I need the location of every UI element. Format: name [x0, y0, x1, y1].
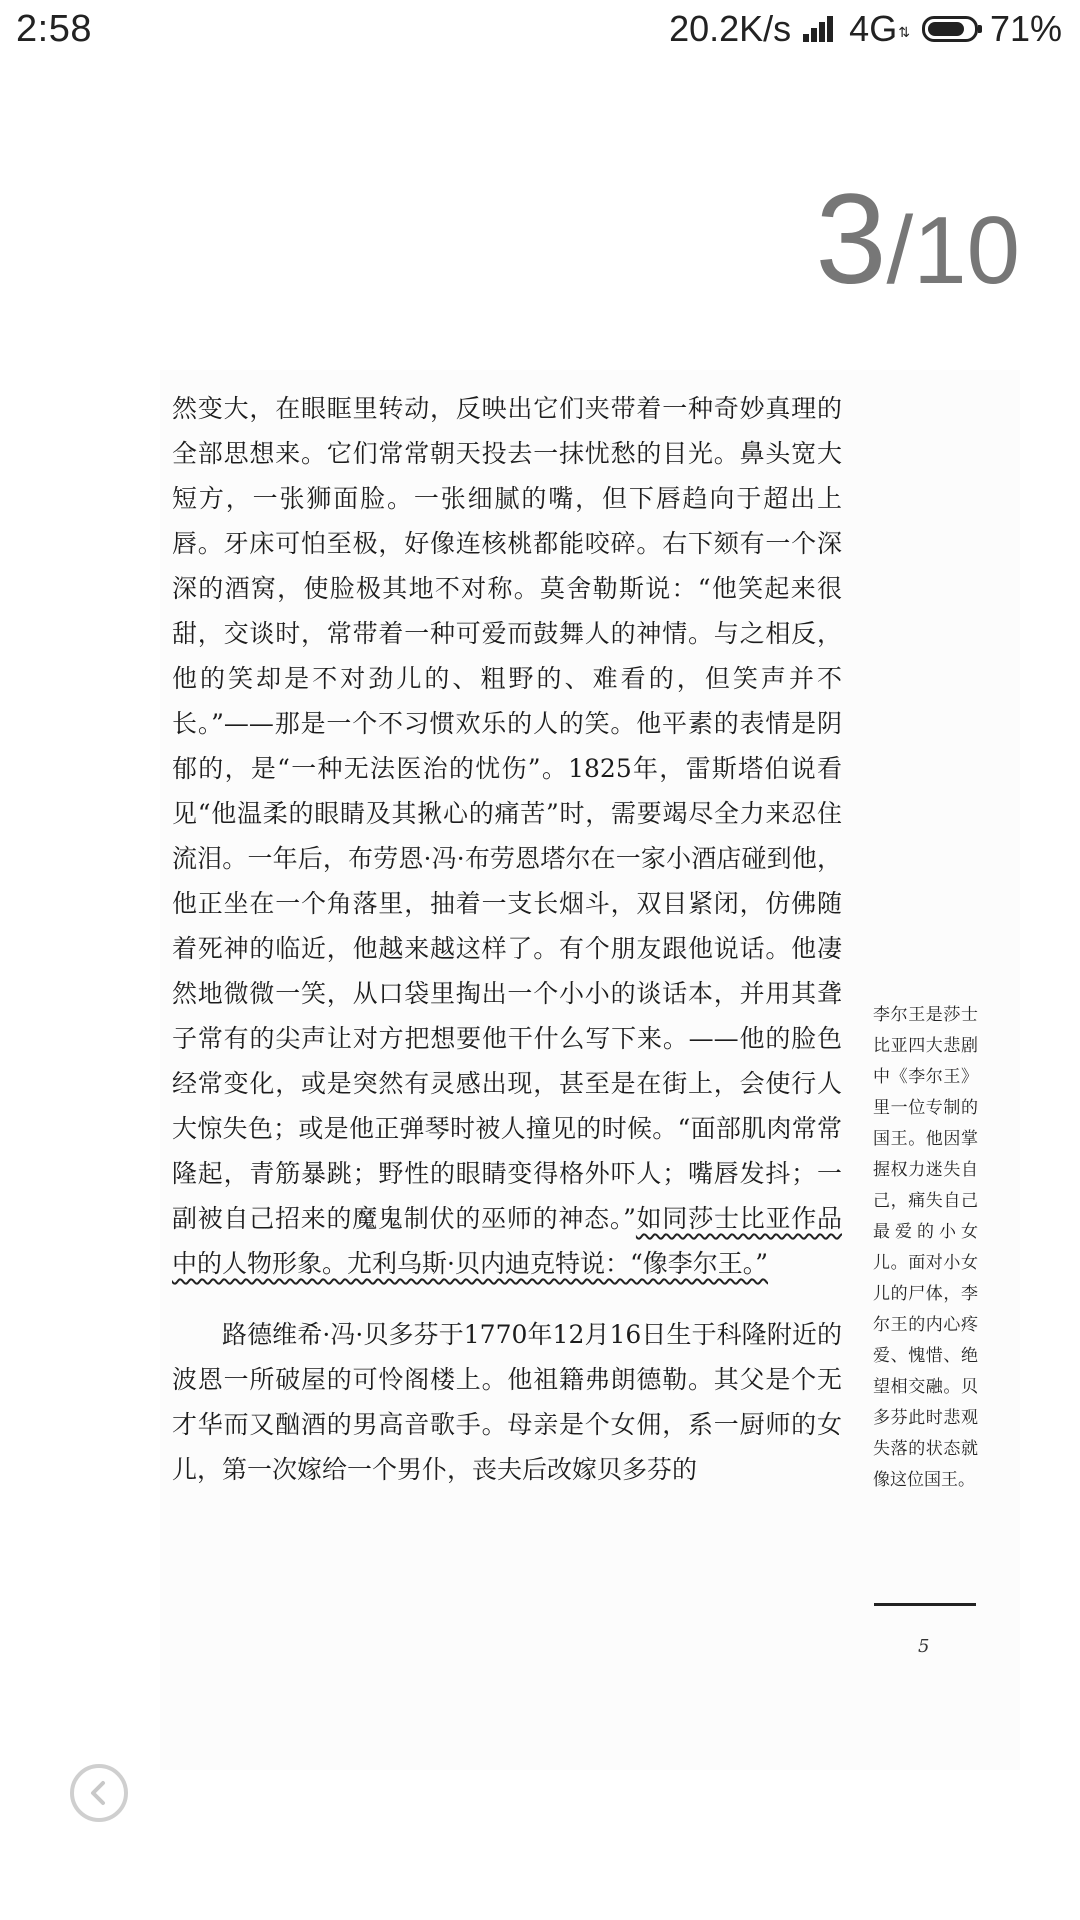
paragraph-1-text: 然变大，在眼眶里转动，反映出它们夹带着一种奇妙真理的全部思想来。它们常常朝天投去一抹忧愁的目光。鼻头宽大短方，一张狮面脸。一张细腻的嘴，但下唇趋向于超出上唇。牙床可怕至极，好像连核桃都能咬碎。右下颏有一个深深的酒窝，使脸极其地不对称。莫舍勒斯说：“他笑起来很甜，交谈时，常带着一种可爱而鼓舞人的神情。与之相反，他的笑却是不对劲儿的、粗野的、难看的，但笑声并不长。”——那是一个不习惯欢乐的人的笑。他平素的表情是阴郁的，是“一种无法医治的忧伤”。1825年，雷斯塔伯说看见“他温柔的眼睛及其揪心的痛苦”时，需要竭尽全力来忍住流泪。一年后，布劳恩·冯·布劳恩塔尔在一家小酒店碰到他，他正坐在一个角落里，抽着一支长烟斗，双目紧闭，仿佛随着死神的临近，他越来越这样了。有个朋友跟他说话。他凄然地微微一笑，从口袋里掏出一个小小的谈话本，并用其聋子常有的尖声让对方把想要他干什么写下来。——他的脸色经常变化，或是突然有灵感出现，甚至是在街上，会使行人大惊失色；或是他正弹琴时被人撞见的时候。“面部肌肉常常隆起，青筋暴跳；野性的眼睛变得格外吓人；嘴唇发抖；一副被自己招来的魔鬼制伏的巫师的神态。” [172, 394, 842, 1233]
back-button[interactable] [70, 1764, 128, 1822]
book-page-image[interactable] [160, 370, 1020, 1770]
net-speed: 20.2K/s [669, 8, 792, 49]
page-current: 3 [815, 168, 887, 311]
margin-note: 李尔王是莎士比亚四大悲剧中《李尔王》里一位专制的国王。他因掌握权力迷失自己，痛失自己最爱的小女儿。面对小女儿的尸体，李尔王的内心疼爱、愧惜、绝望相交融。贝多芬此时悲观失落的状态就像这位国王。 [873, 1005, 978, 1490]
margin-note-rule [874, 1603, 976, 1606]
network-arrows-icon: ⇅ [898, 24, 910, 40]
page-counter [815, 168, 1020, 311]
status-indicators [669, 8, 1062, 50]
battery-percent: 71% [989, 8, 1062, 49]
signal-icon [803, 14, 837, 44]
status-time: 2:58 [16, 8, 92, 50]
network-indicator [849, 8, 910, 50]
paragraph-2: 路德维希·冯·贝多芬于1770年12月16日生于科隆附近的波恩一所破屋的可怜阁楼上。他祖籍弗朗德勒。其父是个无才华而又酗酒的男高音歌手。母亲是个女佣，系一厨师的女儿，第一次嫁给一个男仆，丧夫后改嫁贝多芬的 [172, 1320, 842, 1484]
page-total: /10 [886, 197, 1020, 304]
battery-icon [922, 16, 978, 42]
paragraph-1-underlined: 如同莎士比亚作品中的人物形象。尤利乌斯·贝内迪克特说：“像李尔王。” [172, 1204, 842, 1278]
paragraph-1 [172, 386, 842, 1286]
main-text [172, 386, 842, 1492]
chevron-left-icon [84, 1778, 114, 1808]
network-type: 4G [849, 8, 898, 49]
status-bar [0, 0, 1080, 60]
page-number: 5 [918, 1636, 930, 1657]
